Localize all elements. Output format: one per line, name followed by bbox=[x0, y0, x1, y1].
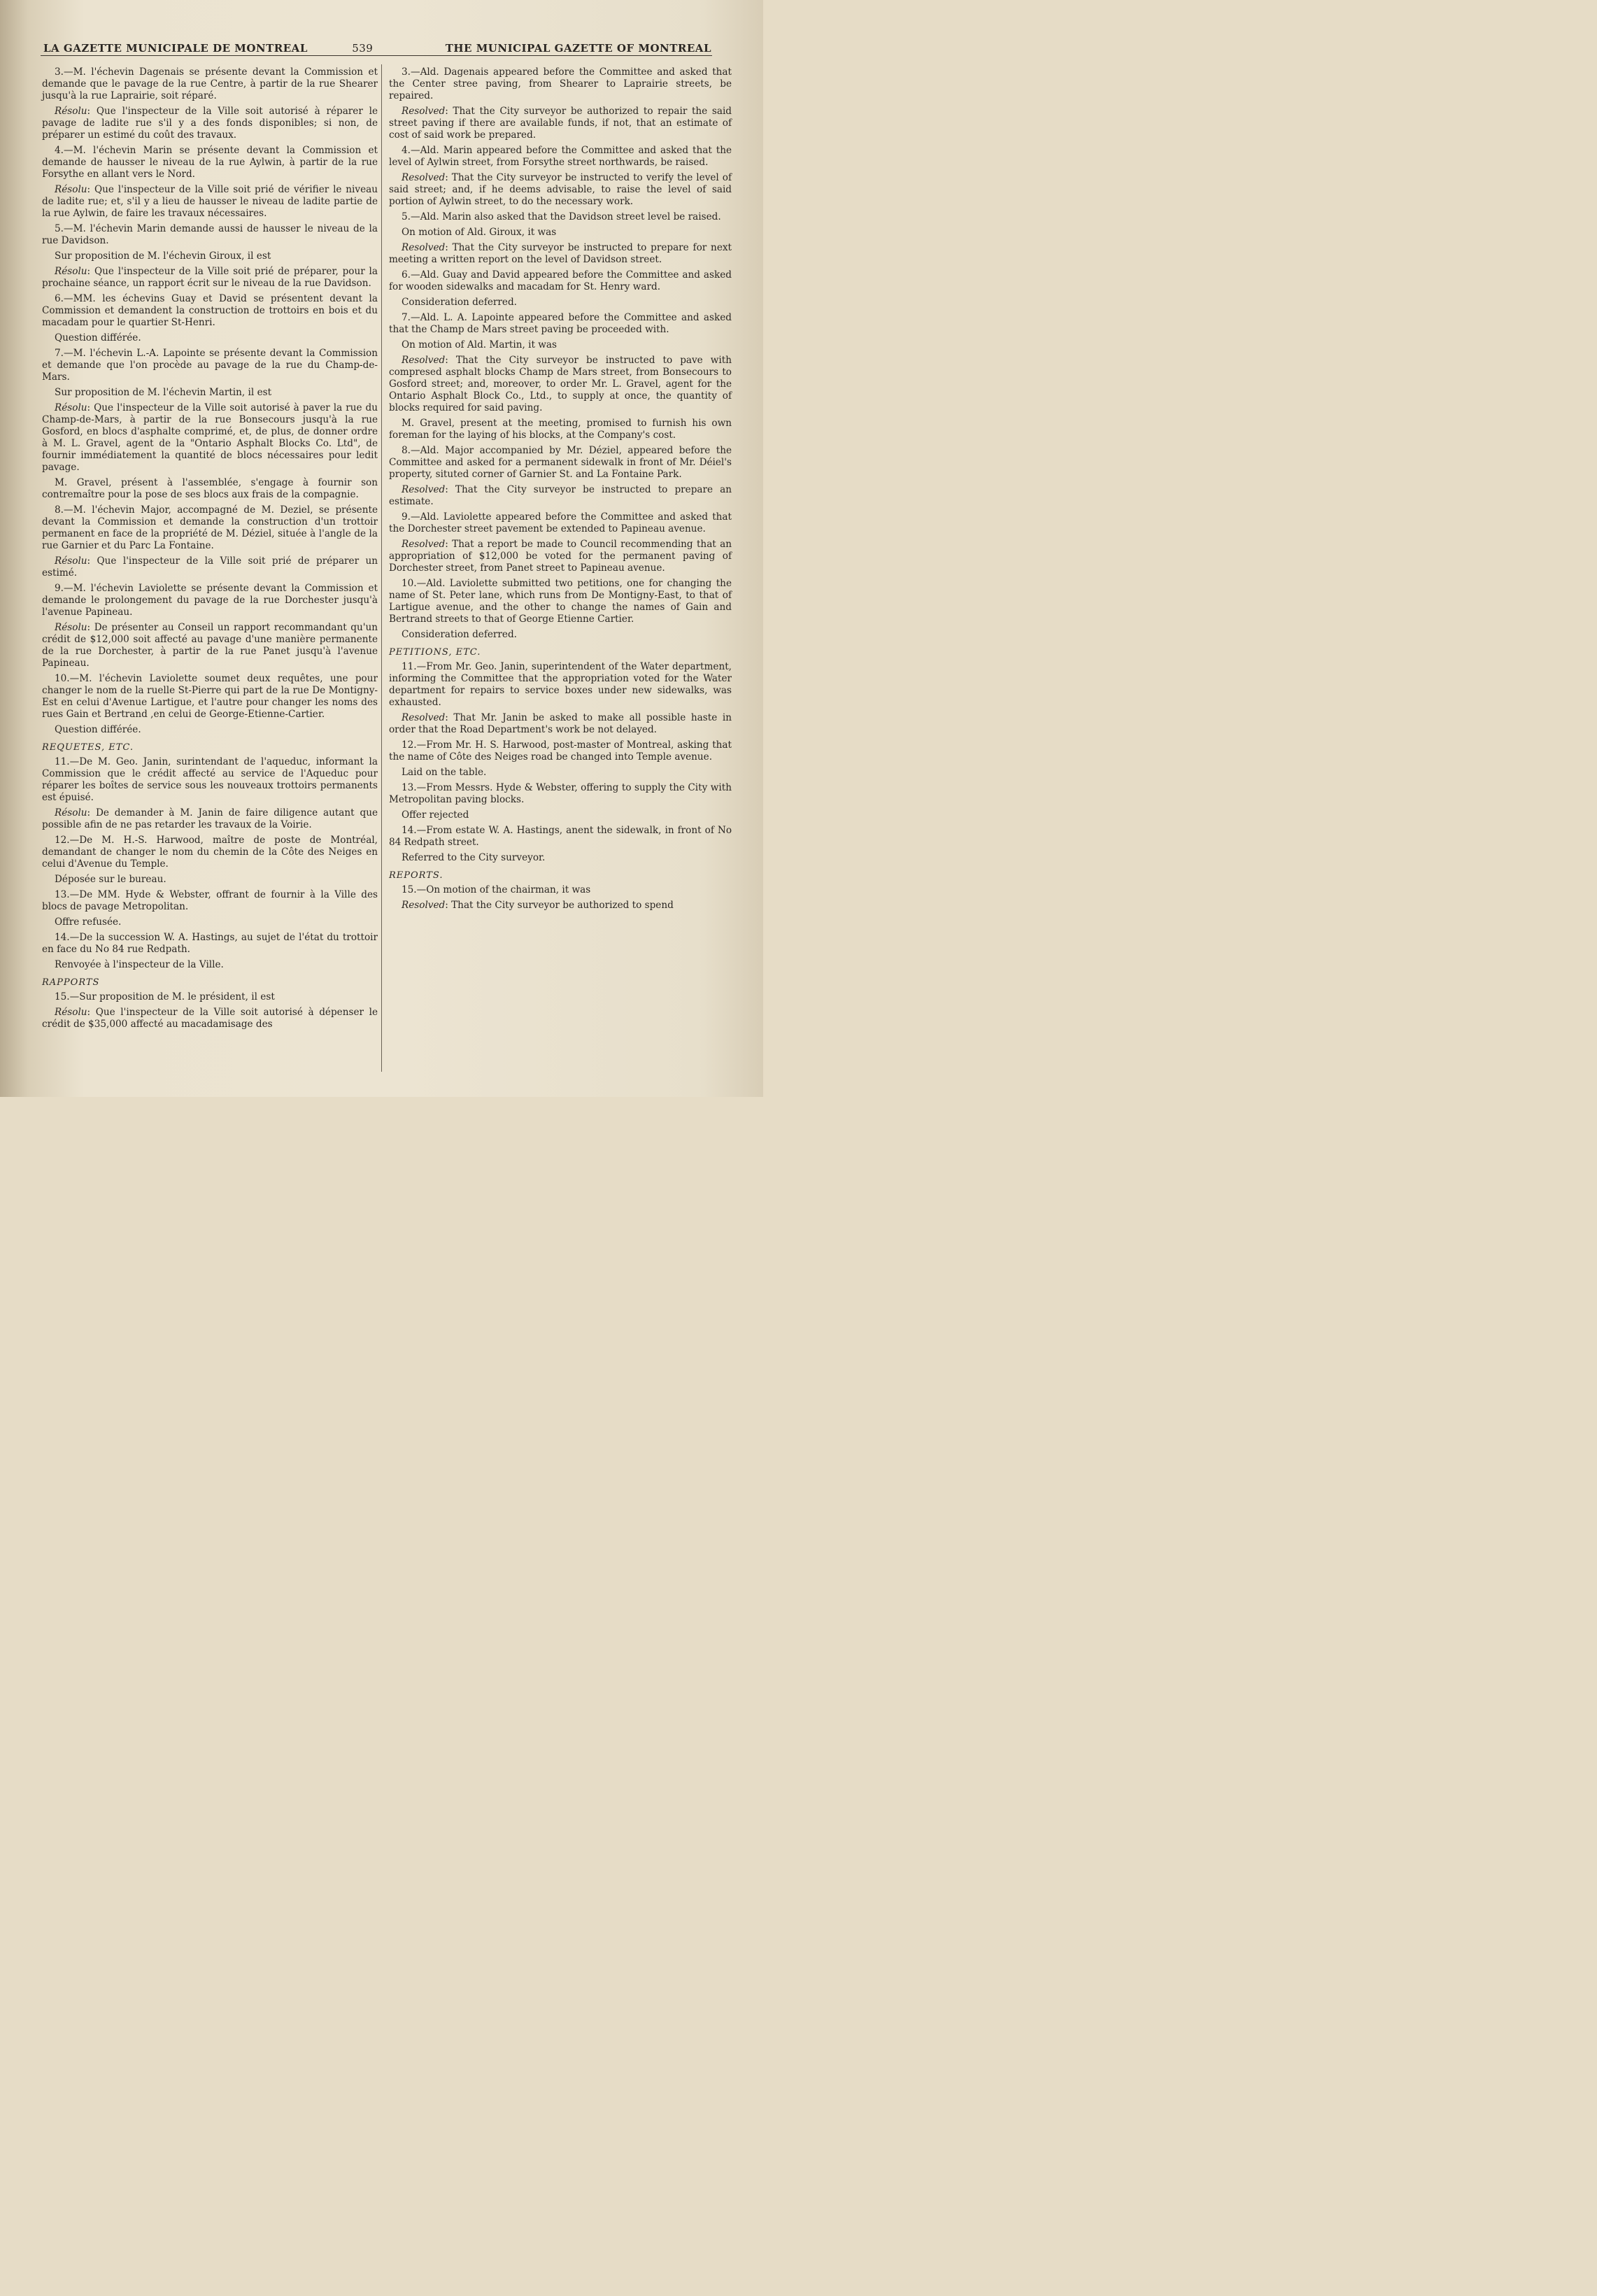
paragraph-text: : Que l'inspecteur de la Ville soit prié de préparer un estimé. bbox=[42, 555, 378, 579]
english-column bbox=[389, 66, 732, 915]
paragraph-text: : Que l'inspecteur de la Ville soit prié de vérifier le niveau de ladite rue; et, s'il y a lieu de hausser le niveau de ladite partie de la rue Aylwin, de faire les travaux nécessaires. bbox=[42, 184, 378, 219]
paragraph-text: : That the City surveyor be instructed to prepare for next meeting a written report on the level of Davidson street. bbox=[389, 242, 732, 265]
header-rule bbox=[41, 55, 712, 56]
paragraph: 7.—M. l'échevin L.-A. Lapointe se présente devant la Commission et demande que l'on procède au pavage de la rue du Champ-de-Mars. bbox=[42, 348, 378, 383]
paragraph: Déposée sur le bureau. bbox=[55, 874, 166, 885]
paragraph-text: : That the City surveyor be instructed to prepare an estimate. bbox=[389, 484, 732, 507]
paragraph: 7.—Ald. L. A. Lapointe appeared before the Committee and asked that the Champ de Mars street paving be proceeded with. bbox=[389, 312, 732, 335]
paragraph bbox=[389, 172, 732, 208]
paragraph bbox=[42, 622, 378, 669]
paragraph: 8.—Ald. Major accompanied by Mr. Déziel, appeared before the Committee and asked for a permanent sidewalk in front of Mr. Déiel's property, situted corner of Garnier St. and La Fontaine Park. bbox=[389, 445, 732, 480]
resolution-label: Résolu bbox=[55, 184, 87, 195]
paragraph: Question différée. bbox=[55, 724, 141, 735]
section-heading: PETITIONS, ETC. bbox=[389, 647, 481, 658]
column-separator bbox=[381, 64, 382, 1072]
paragraph bbox=[42, 184, 378, 220]
page-number: 539 bbox=[352, 42, 374, 55]
paragraph-text: : That the City surveyor be instructed to verify the level of said street; and, if he deems advisable, to raise the level of said portion of Aylwin street, to do the necessary work. bbox=[389, 172, 732, 207]
section-heading: REQUETES, ETC. bbox=[42, 742, 134, 753]
paragraph: 3.—M. l'échevin Dagenais se présente devant la Commission et demande que le pavage de la rue Centre, à partir de la rue Shearer jusqu'à la rue Laprairie, soit réparé. bbox=[42, 66, 378, 101]
paragraph: 12.—From Mr. H. S. Harwood, post-master of Montreal, asking that the name of Côte des Neiges road be changed into Temple avenue. bbox=[389, 739, 732, 763]
french-column bbox=[42, 66, 378, 1034]
resolution-label: Resolved bbox=[402, 172, 446, 183]
resolution-label: Résolu bbox=[55, 555, 87, 567]
paragraph bbox=[389, 242, 732, 266]
paragraph: Laid on the table. bbox=[402, 767, 487, 778]
paragraph: 13.—From Messrs. Hyde & Webster, offering to supply the City with Metropolitan paving blocks. bbox=[389, 782, 732, 805]
resolution-label: Résolu bbox=[55, 402, 87, 413]
paragraph: Consideration deferred. bbox=[402, 297, 517, 308]
resolution-label: Résolu bbox=[55, 622, 87, 633]
section-heading: RAPPORTS bbox=[42, 977, 100, 988]
resolution-label: Résolu bbox=[55, 266, 87, 277]
paragraph: 14.—De la succession W. A. Hastings, au sujet de l'état du trottoir en face du No 84 rue Redpath. bbox=[42, 932, 378, 955]
paragraph bbox=[389, 712, 732, 736]
paragraph: 8.—M. l'échevin Major, accompagné de M. Deziel, se présente devant la Commission et demande la construction d'un trottoir permanent en face de la propriété de M. Déziel, située à l'angle de la rue Garnier et du Parc La Fontaine. bbox=[42, 504, 378, 551]
paragraph: Question différée. bbox=[55, 332, 141, 343]
paragraph: 4.—Ald. Marin appeared before the Committee and asked that the level of Aylwin street, from Forsythe street northwards, be raised. bbox=[389, 145, 732, 168]
paragraph-text: : Que l'inspecteur de la Ville soit prié de préparer, pour la prochaine séance, un rapport écrit sur le niveau de la rue Davidson. bbox=[42, 266, 378, 289]
paragraph: 6.—Ald. Guay and David appeared before the Committee and asked for wooden sidewalks and macadam for St. Henry ward. bbox=[389, 269, 732, 292]
resolution-label: Resolved bbox=[402, 242, 446, 253]
paragraph: 9.—Ald. Laviolette appeared before the Committee and asked that the Dorchester street pavement be extended to Papineau avenue. bbox=[389, 511, 732, 534]
paragraph: Renvoyée à l'inspecteur de la Ville. bbox=[55, 959, 224, 970]
resolution-label: Résolu bbox=[55, 807, 87, 819]
paragraph bbox=[42, 402, 378, 474]
paragraph bbox=[389, 106, 732, 141]
resolution-label: Resolved bbox=[402, 539, 446, 550]
paragraph-text: : That the City surveyor be authorized to repair the said street paving if there are available funds, if not, that an estimate of cost of said work be prepared. bbox=[389, 106, 732, 141]
paragraph-text: : De demander à M. Janin de faire diligence autant que possible afin de ne pas retarder les travaux de la Voirie. bbox=[42, 807, 378, 830]
header-title-english: THE MUNICIPAL GAZETTE OF MONTREAL bbox=[445, 42, 711, 55]
paragraph: Consideration deferred. bbox=[402, 629, 517, 640]
paragraph bbox=[389, 484, 732, 508]
paragraph-text: : De présenter au Conseil un rapport recommandant qu'un crédit de $12,000 soit affecté au pavage d'une manière permanente de la rue Dorchester, à partir de la rue Panet jusqu'à l'avenue Papineau. bbox=[42, 622, 378, 669]
paragraph: Sur proposition de M. l'échevin Martin, il est bbox=[55, 387, 272, 398]
paragraph: 10.—M. l'échevin Laviolette soumet deux requêtes, une pour changer le nom de la ruelle St-Pierre qui part de la rue De Montigny-Est en celui d'Avenue Lartigue, et l'autre pour changer les noms des rues Gain et Bertrand ,en celui de George-Etienne-Cartier. bbox=[42, 673, 378, 720]
gazette-page bbox=[0, 0, 763, 1097]
paragraph: 14.—From estate W. A. Hastings, anent the sidewalk, in front of No 84 Redpath street. bbox=[389, 825, 732, 848]
paragraph bbox=[42, 1007, 378, 1030]
paragraph: Sur proposition de M. l'échevin Giroux, il est bbox=[55, 250, 271, 262]
paragraph: 5.—M. l'échevin Marin demande aussi de hausser le niveau de la rue Davidson. bbox=[42, 223, 378, 246]
paragraph-text: : That a report be made to Council recommending that an appropriation of $12,000 be voted for the permanent paving of Dorchester street, from Panet street to Papineau avenue. bbox=[389, 539, 732, 574]
paragraph-text: : Que l'inspecteur de la Ville soit autorisé à réparer le pavage de ladite rue s'il y a des fonds disponibles; si non, de préparer un estimé du coût des travaux. bbox=[42, 106, 378, 141]
paragraph bbox=[389, 355, 732, 414]
paragraph: 3.—Ald. Dagenais appeared before the Committee and asked that the Center stree paving, from Shearer to Laprairie streets, be repaired. bbox=[389, 66, 732, 101]
paragraph bbox=[389, 900, 732, 912]
paragraph-text: : That Mr. Janin be asked to make all possible haste in order that the Road Department's work be not delayed. bbox=[389, 712, 732, 735]
paragraph bbox=[42, 807, 378, 831]
paragraph bbox=[42, 106, 378, 141]
paragraph: 4.—M. l'échevin Marin se présente devant la Commission et demande de hausser le niveau de la rue Aylwin, à partir de la rue Forsythe en allant vers le Nord. bbox=[42, 145, 378, 180]
header-title-french: LA GAZETTE MUNICIPALE DE MONTREAL bbox=[43, 42, 308, 55]
paragraph: Offer rejected bbox=[402, 809, 469, 821]
paragraph: 10.—Ald. Laviolette submitted two petitions, one for changing the name of St. Peter lane, which runs from De Montigny-East, to that of Lartigue avenue, and the other to change the names of Gain and Bertrand streets to that of George Etienne Cartier. bbox=[389, 578, 732, 625]
paragraph: 15.—Sur proposition de M. le président, il est bbox=[55, 991, 275, 1002]
paragraph: M. Gravel, present at the meeting, promised to furnish his own foreman for the laying of his blocks, at the Company's cost. bbox=[389, 418, 732, 441]
paragraph bbox=[42, 266, 378, 290]
resolution-label: Resolved bbox=[402, 106, 446, 117]
paragraph: 5.—Ald. Marin also asked that the Davidson street level be raised. bbox=[402, 211, 721, 222]
paragraph: 15.—On motion of the chairman, it was bbox=[402, 884, 591, 895]
section-heading: REPORTS. bbox=[389, 870, 443, 881]
paragraph: On motion of Ald. Martin, it was bbox=[402, 339, 557, 350]
resolution-label: Resolved bbox=[402, 900, 446, 911]
paragraph: Referred to the City surveyor. bbox=[402, 852, 546, 863]
paragraph: On motion of Ald. Giroux, it was bbox=[402, 227, 557, 238]
paragraph-text: : That the City surveyor be instructed to pave with compresed asphalt blocks Champ de Mars street, from Bonsecours to Gosford street; and, moreover, to order Mr. L. Gravel, agent for the Ontario Asphalt Block Co., Ltd., to supply at once, the quantity of blocks required for said paving. bbox=[389, 355, 732, 413]
paragraph: 11.—De M. Geo. Janin, surintendant de l'aqueduc, informant la Commission que le crédit affecté au service de l'Aqueduc pour réparer les boîtes de service sous les nouveaux trottoirs permanents est épuisé. bbox=[42, 756, 378, 803]
paragraph: Offre refusée. bbox=[55, 916, 122, 928]
paragraph bbox=[42, 555, 378, 579]
resolution-label: Résolu bbox=[55, 1007, 87, 1018]
paragraph bbox=[389, 539, 732, 574]
resolution-label: Resolved bbox=[402, 712, 446, 723]
paragraph-text: : Que l'inspecteur de la Ville soit autorisé à paver la rue du Champ-de-Mars, à partir de la rue Bonsecours jusqu'à la rue Gosford, en blocs d'asphalte comprimé, et, de plus, de donner ordre à M. L. Gravel, agent de la "Ontario Asphalt Blocks Co. Ltd", de fournir immédiatement la quantité de blocs nécessaires pour ledit pavage. bbox=[42, 402, 378, 473]
paragraph: 13.—De MM. Hyde & Webster, offrant de fournir à la Ville des blocs de pavage Metropolitan. bbox=[42, 889, 378, 912]
paragraph-text: : That the City surveyor be authorized to spend bbox=[445, 900, 674, 911]
paragraph: 9.—M. l'échevin Laviolette se présente devant la Commission et demande le prolongement du pavage de la rue Dorchester jusqu'à l'avenue Papineau. bbox=[42, 583, 378, 618]
paragraph: 6.—MM. les échevins Guay et David se présentent devant la Commission et demandent la construction de trottoirs en bois et du macadam pour le quartier St-Henri. bbox=[42, 293, 378, 328]
resolution-label: Résolu bbox=[55, 106, 87, 117]
paragraph: M. Gravel, présent à l'assemblée, s'engage à fournir son contremaître pour la pose de ses blocs aux frais de la compagnie. bbox=[42, 477, 378, 500]
resolution-label: Resolved bbox=[402, 355, 446, 366]
paragraph: 12.—De M. H.-S. Harwood, maître de poste de Montréal, demandant de changer le nom du chemin de la Côte des Neiges en celui d'Avenue du Temple. bbox=[42, 835, 378, 870]
paragraph: 11.—From Mr. Geo. Janin, superintendent of the Water department, informing the Committee that the appropriation voted for the Water department for repairs to service boxes under new sidewalks, was exhausted. bbox=[389, 661, 732, 708]
paragraph-text: : Que l'inspecteur de la Ville soit autorisé à dépenser le crédit de $35,000 affecté au macadamisage des bbox=[42, 1007, 378, 1030]
page-header bbox=[43, 36, 711, 55]
resolution-label: Resolved bbox=[402, 484, 446, 495]
